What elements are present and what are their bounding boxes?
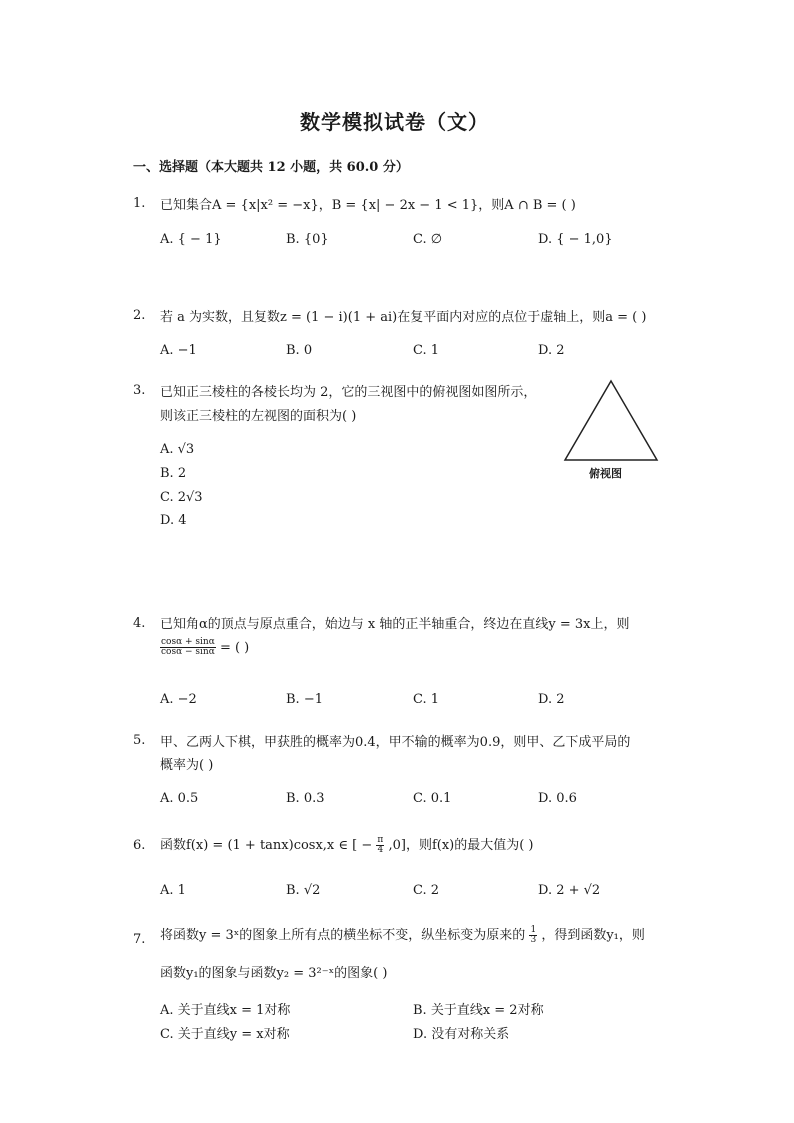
option-d: D. 0.6 [538, 791, 577, 806]
option-c: C. 1 [413, 692, 440, 707]
fraction [160, 638, 216, 658]
section-heading: 一、选择题（本大题共 12 小题，共 60.0 分） [133, 160, 409, 175]
option-a: A. −2 [160, 692, 197, 707]
page-title: 数学模拟试卷（文） [300, 110, 489, 134]
option-b: B. {0} [286, 232, 329, 247]
question-text-part-1: 将函数y = 3ˣ的图象上所有点的横坐标不变，纵坐标变为原来的 [160, 928, 526, 943]
question-text-line-1: 甲、乙两人下棋，甲获胜的概率为0.4，甲不输的概率为0.9，则甲、乙下成平局的 [160, 735, 631, 750]
option-d: D. 2 + √2 [538, 883, 601, 898]
option-d: D. 2 [538, 343, 565, 358]
option-a: A. −1 [160, 343, 197, 358]
question-number: 7. [133, 932, 146, 947]
question-number: 4. [133, 616, 146, 631]
option-b: B. 2 [160, 466, 187, 481]
option-c: C. 0.1 [413, 791, 452, 806]
question-number: 2. [133, 308, 146, 323]
fraction-denominator: 4 [377, 845, 384, 855]
question-text-line-1 [160, 924, 645, 945]
option-d: D. 2 [538, 692, 565, 707]
option-d: D. 没有对称关系 [413, 1027, 510, 1042]
figure-caption: 俯视图 [589, 467, 622, 480]
option-c: C. 2√3 [160, 490, 203, 505]
option-b: B. √2 [286, 883, 321, 898]
option-b: B. 0 [286, 343, 313, 358]
fraction-denominator: cosα − sinα [161, 647, 215, 658]
question-number: 3. [133, 383, 146, 398]
triangle-outline [565, 381, 657, 460]
fraction [529, 926, 537, 946]
option-b: B. 0.3 [286, 791, 325, 806]
fraction-numerator: cosα + sinα [161, 637, 215, 647]
question-text-line-2: 概率为( ) [160, 758, 214, 773]
question-text: 若 a 为实数，且复数z = (1 − i)(1 + ai)在复平面内对应的点位于虚轴上，则a = ( ) [160, 310, 647, 325]
option-a: A. 关于直线x = 1对称 [160, 1003, 291, 1018]
question-text-part-2: ,0]，则f(x)的最大值为( ) [388, 838, 534, 853]
option-a: A. { − 1} [160, 232, 222, 247]
option-a: A. 1 [160, 883, 186, 898]
option-a: A. √3 [160, 442, 195, 457]
question-number: 1. [133, 196, 146, 211]
question-text-part-2: ，得到函数y₁，则 [541, 928, 645, 943]
fraction-numerator: π [377, 834, 384, 845]
option-b: B. −1 [286, 692, 323, 707]
question-text: 已知集合A = {x|x² = −x}，B = {x| − 2x − 1 < 1}，则A ∩ B = ( ) [160, 198, 576, 213]
question-text-part-1: 函数f(x) = (1 + tanx)cosx,x ∈ [ − [160, 838, 373, 853]
question-text-line-1: 已知正三棱柱的各棱长均为 2，它的三视图中的俯视图如图所示， [160, 385, 537, 400]
fraction-denominator: 3 [530, 935, 537, 945]
question-text-line-2 [160, 638, 249, 658]
fraction-numerator: 1 [530, 924, 537, 935]
option-d: D. { − 1,0} [538, 232, 613, 247]
question-number: 5. [133, 733, 146, 748]
option-c: C. 1 [413, 343, 440, 358]
question-number: 6. [133, 838, 146, 853]
question-text [160, 834, 534, 855]
option-c: C. ∅ [413, 232, 443, 247]
triangle-figure [560, 378, 662, 464]
question-text-line-2: 则该正三棱柱的左视图的面积为( ) [160, 409, 357, 424]
question-text-line-1: 已知角α的顶点与原点重合，始边与 x 轴的正半轴重合，终边在直线y = 3x上，则 [160, 617, 630, 632]
option-c: C. 2 [413, 883, 440, 898]
option-a: A. 0.5 [160, 791, 199, 806]
question-text-tail: = ( ) [219, 640, 250, 656]
option-c: C. 关于直线y = x对称 [160, 1027, 290, 1042]
question-text-line-2: 函数y₁的图象与函数y₂ = 3²⁻ˣ的图象( ) [160, 966, 388, 981]
fraction [376, 836, 384, 856]
option-d: D. 4 [160, 513, 187, 528]
option-b: B. 关于直线x = 2对称 [413, 1003, 544, 1018]
